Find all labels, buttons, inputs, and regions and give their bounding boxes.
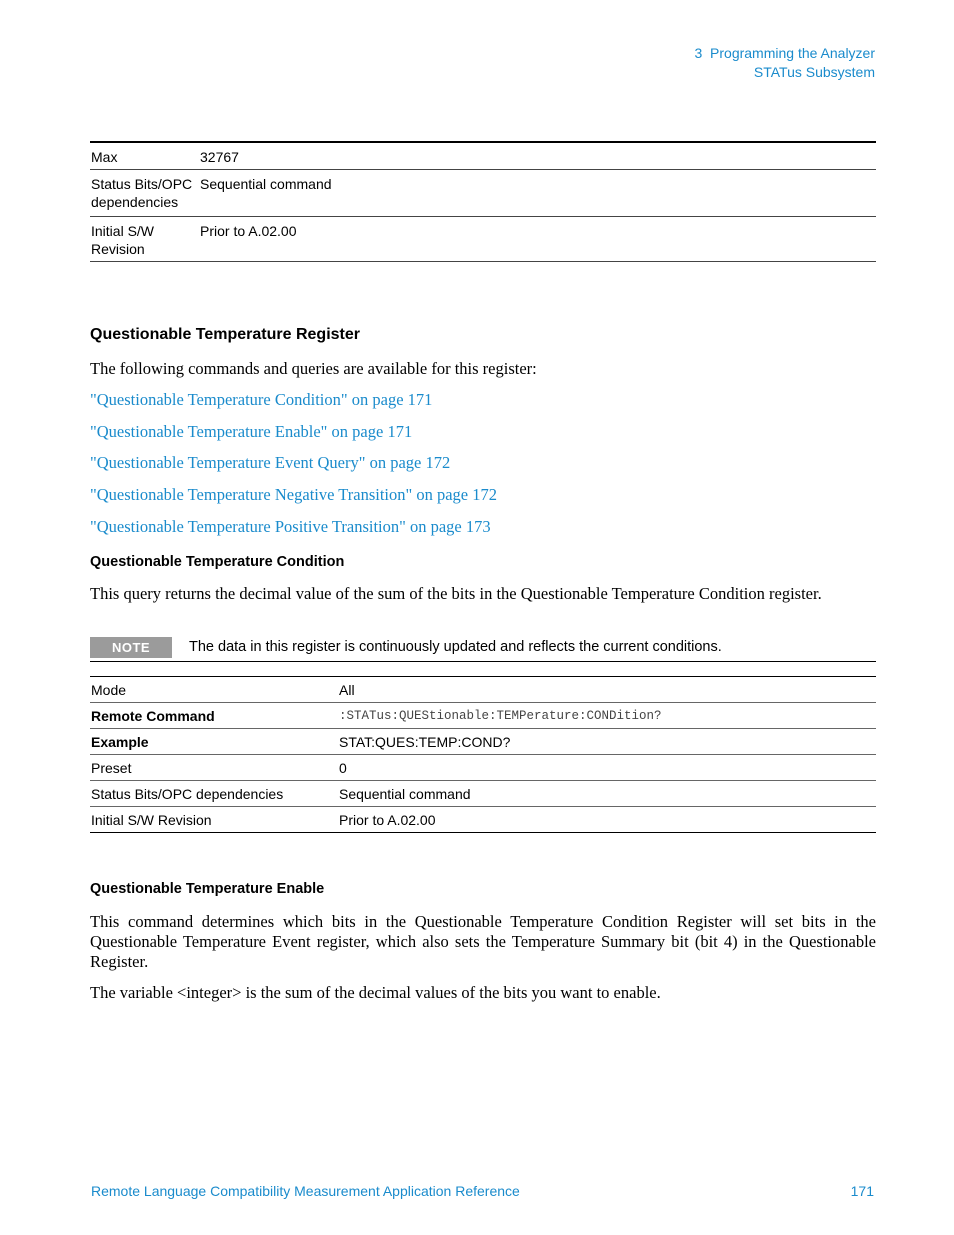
table-row	[90, 677, 876, 703]
register-heading: Questionable Temperature Register	[90, 326, 360, 343]
table-row	[90, 755, 876, 781]
preset-label: Preset	[90, 755, 338, 781]
preset-value: 0	[338, 755, 876, 781]
table-key: Initial S/W Revision	[90, 217, 199, 262]
enable-body: This command determines which bits in the Questionable Temperature Condition Register will set bits in the Questionable Temperature Event register, which also sets the Temperature Summary bit (bit 4) in the Questionable Register.	[90, 912, 876, 971]
table-value: 32767	[199, 142, 876, 170]
link-event-query[interactable]: "Questionable Temperature Event Query" on page 172	[90, 453, 451, 472]
initial-revision-value: Prior to A.02.00	[338, 807, 876, 833]
initial-revision-label: Initial S/W Revision	[90, 807, 338, 833]
status-value: Sequential command	[338, 781, 876, 807]
table-row	[90, 170, 876, 217]
table-row	[90, 729, 876, 755]
link-positive-transition[interactable]: "Questionable Temperature Positive Transition" on page 173	[90, 517, 491, 536]
table-value: Sequential command	[199, 170, 876, 217]
example-label: Example	[90, 729, 338, 755]
link-condition[interactable]: "Questionable Temperature Condition" on page 171	[90, 390, 433, 409]
example-value: STAT:QUES:TEMP:COND?	[338, 729, 876, 755]
top-parameter-table	[90, 141, 876, 262]
footer-title: Remote Language Compatibility Measurement Application Reference	[91, 1183, 520, 1199]
note-divider	[90, 661, 876, 662]
table-row	[90, 142, 876, 170]
remote-command-value: :STATus:QUEStionable:TEMPerature:CONDition?	[338, 703, 876, 729]
table-row	[90, 217, 876, 262]
note-badge: NOTE	[90, 637, 172, 658]
table-row	[90, 807, 876, 833]
page-header	[694, 44, 875, 82]
header-section: STATus Subsystem	[753, 64, 875, 80]
link-enable[interactable]: "Questionable Temperature Enable" on page 171	[90, 422, 413, 441]
table-key: Status Bits/OPC dependencies	[90, 170, 199, 217]
link-negative-transition[interactable]: "Questionable Temperature Negative Transition" on page 172	[90, 485, 498, 504]
mode-value: All	[338, 677, 876, 703]
mode-label: Mode	[90, 677, 338, 703]
table-row	[90, 781, 876, 807]
page-number: 171	[850, 1183, 874, 1199]
condition-command-table	[90, 676, 876, 833]
table-value: Prior to A.02.00	[199, 217, 876, 262]
register-intro: The following commands and queries are available for this register:	[90, 359, 537, 378]
remote-command-label: Remote Command	[90, 703, 338, 729]
header-chapter: 3 Programming the Analyzer	[694, 45, 875, 61]
condition-heading: Questionable Temperature Condition	[90, 554, 345, 570]
table-key: Max	[90, 142, 199, 170]
note-text: The data in this register is continuously updated and reflects the current conditions.	[189, 639, 722, 655]
status-label: Status Bits/OPC dependencies	[90, 781, 338, 807]
condition-body: This query returns the decimal value of the sum of the bits in the Questionable Temperature Condition register.	[90, 584, 822, 603]
enable-heading: Questionable Temperature Enable	[90, 881, 325, 897]
table-row	[90, 703, 876, 729]
enable-variable-text: The variable <integer> is the sum of the decimal values of the bits you want to enable.	[90, 983, 661, 1002]
